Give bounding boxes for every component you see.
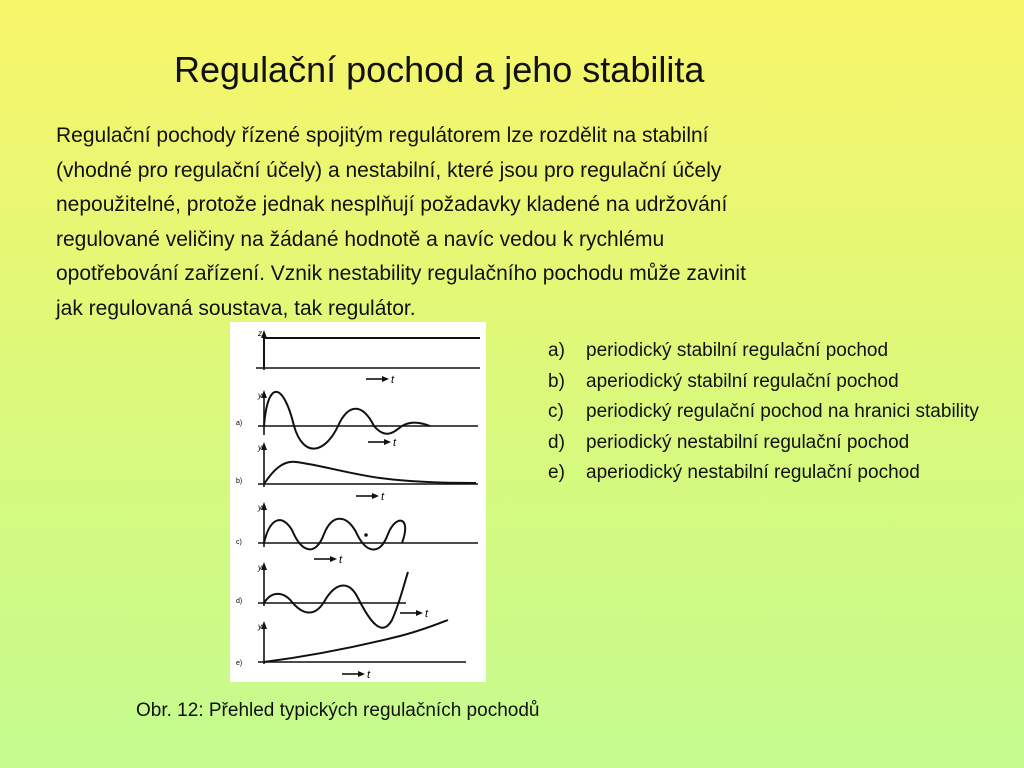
intro-line: Regulační pochody řízené spojitým regulátorem lze rozdělit na stabilní — [56, 124, 709, 147]
legend-item — [545, 367, 1015, 398]
legend-text: periodický regulační pochod na hranici stability — [586, 401, 979, 422]
input-axis-label: z — [258, 329, 262, 338]
output-axis-label: y — [258, 563, 262, 572]
panel-e — [236, 620, 466, 681]
panel-b — [236, 442, 478, 503]
legend-marker: b) — [548, 370, 565, 392]
periodic-boundary-curve — [264, 519, 405, 550]
panel-c — [236, 502, 478, 566]
aperiodic-unstable-curve — [264, 620, 448, 662]
legend-text: periodický stabilní regulační pochod — [586, 340, 889, 361]
legend-item — [545, 397, 1015, 428]
legend-text: aperiodický stabilní regulační pochod — [586, 370, 899, 392]
input-step-panel — [256, 329, 480, 386]
curve-marker-dot — [364, 533, 368, 537]
time-label: t — [391, 374, 395, 386]
intro-line: nepoužitelné, protože jednak nesplňují požadavky kladené na udržování — [56, 193, 728, 216]
panel-d — [236, 562, 429, 628]
legend-item — [545, 336, 1015, 367]
time-label: t — [339, 554, 343, 566]
panel-a — [236, 390, 478, 449]
response-curves-drawing — [230, 322, 486, 682]
legend-marker: d) — [548, 431, 565, 453]
legend-text: aperiodický nestabilní regulační pochod — [586, 462, 920, 483]
panel-label-b: b) — [236, 478, 243, 485]
output-axis-label: y — [258, 622, 262, 631]
slide-title: Regulační pochod a jeho stabilita — [174, 49, 705, 90]
step-input-curve — [264, 338, 480, 368]
legend-item — [545, 458, 1015, 489]
output-axis-label: y — [258, 503, 262, 512]
panel-label-e: e) — [236, 660, 243, 667]
output-axis-label: y — [258, 391, 262, 400]
legend-marker: c) — [548, 401, 564, 422]
periodic-stable-curve — [264, 392, 430, 449]
time-label: t — [393, 437, 397, 449]
intro-line: jak regulovaná soustava, tak regulátor. — [56, 296, 416, 320]
intro-line: (vhodné pro regulační účely) a nestabilní, které jsou pro regulační účely — [56, 158, 722, 182]
panel-label-d: d) — [236, 598, 243, 605]
intro-line: regulované veličiny na žádané hodnotě a navíc vedou k rychlému — [56, 227, 665, 251]
output-axis-label: y — [258, 443, 262, 452]
time-label: t — [367, 669, 371, 681]
periodic-unstable-curve — [264, 572, 408, 628]
response-type-legend — [545, 336, 1015, 489]
legend-item — [545, 428, 1015, 459]
intro-paragraph — [56, 119, 936, 326]
legend-marker: e) — [548, 462, 565, 483]
intro-line: opotřebování zařízení. Vznik nestability regulačního pochodu může zavinit — [56, 262, 746, 285]
figure-caption: Obr. 12: Přehled typických regulačních pochodů — [136, 700, 540, 721]
panel-label-a: a) — [236, 420, 243, 427]
time-label: t — [381, 491, 385, 503]
legend-text: periodický nestabilní regulační pochod — [586, 431, 910, 453]
time-label: t — [425, 608, 429, 620]
legend-marker: a) — [548, 340, 565, 361]
panel-label-c: c) — [236, 539, 242, 546]
aperiodic-stable-curve — [264, 462, 476, 484]
control-response-figure — [230, 322, 486, 682]
